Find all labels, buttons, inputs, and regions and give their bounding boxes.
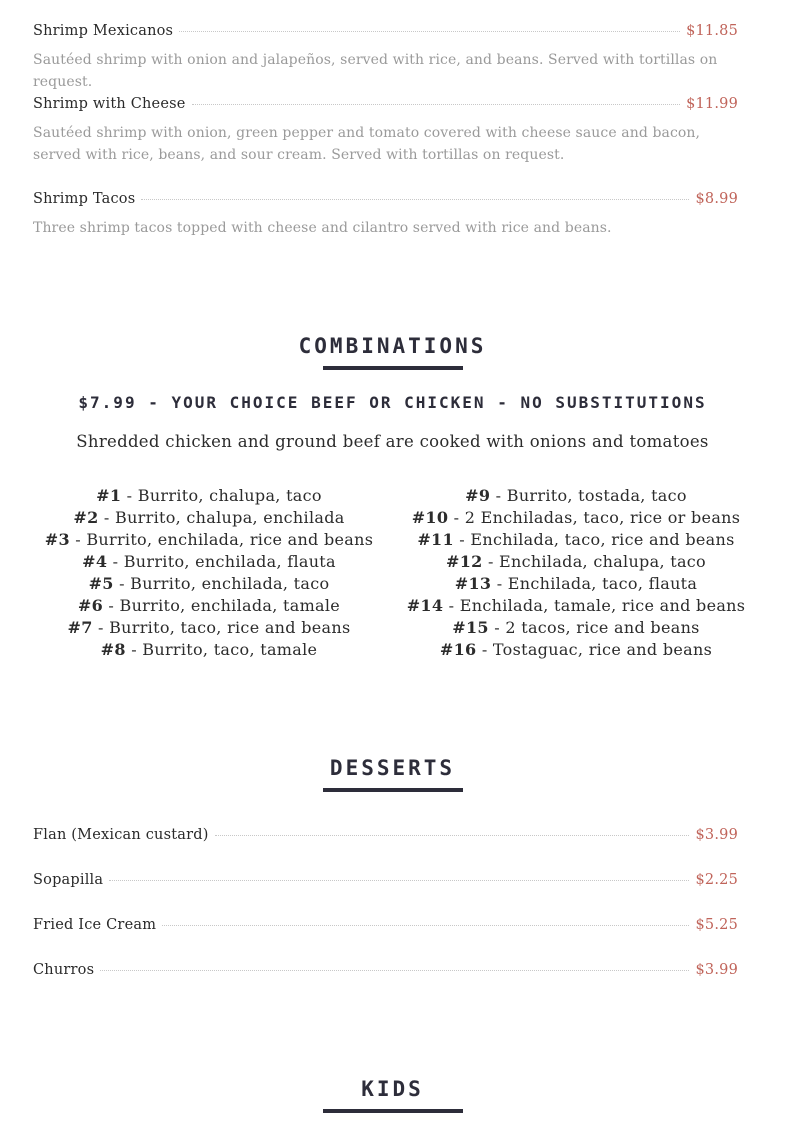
- combinations-heading: COMBINATIONS: [298, 334, 487, 358]
- combo-item: #1 - Burrito, chalupa, taco: [96, 486, 322, 505]
- combo-item: #2 - Burrito, chalupa, enchilada: [73, 508, 345, 527]
- combo-list-right: [400, 485, 752, 661]
- dotted-leader: [179, 31, 680, 32]
- combinations-underline: [323, 366, 463, 370]
- combo-item: #14 - Enchilada, tamale, rice and beans: [406, 596, 746, 615]
- item-name: Sopapilla: [33, 872, 104, 888]
- combo-list-left: [33, 485, 385, 661]
- desserts-heading: DESSERTS: [329, 756, 456, 780]
- combo-item: #3 - Burrito, enchilada, rice and beans: [44, 530, 374, 549]
- combo-item: #15 - 2 tacos, rice and beans: [452, 618, 700, 637]
- item-price: $3.99: [695, 962, 738, 978]
- combo-item: #8 - Burrito, taco, tamale: [100, 640, 318, 659]
- combo-item: #16 - Tostaguac, rice and beans: [439, 640, 713, 659]
- dotted-leader: [141, 199, 689, 200]
- dessert-item-sopapilla: [33, 872, 738, 892]
- dessert-item-churros: [33, 962, 738, 982]
- item-name: Shrimp Mexicanos: [33, 23, 174, 39]
- combo-item: #12 - Enchilada, chalupa, taco: [446, 552, 706, 571]
- dotted-leader: [215, 835, 690, 836]
- kids-underline: [323, 1109, 463, 1113]
- item-name: Churros: [33, 962, 95, 978]
- menu-item-shrimp-tacos: [33, 191, 738, 239]
- item-price: $8.99: [695, 191, 738, 207]
- combo-item: #6 - Burrito, enchilada, tamale: [77, 596, 341, 615]
- dessert-item-fried-ice-cream: [33, 917, 738, 937]
- dessert-item-flan: [33, 827, 738, 847]
- combo-item: #5 - Burrito, enchilada, taco: [88, 574, 330, 593]
- combinations-subtitle: $7.99 - YOUR CHOICE BEEF OR CHICKEN - NO SUBSTITUTIONS: [78, 393, 707, 412]
- item-price: $11.85: [686, 23, 738, 39]
- item-description: Sautéed shrimp with onion, green pepper and tomato covered with cheese sauce and bacon, served with rice, beans, and sour cream. Served with tortillas on request.: [33, 125, 701, 163]
- dotted-leader: [109, 880, 689, 881]
- dotted-leader: [162, 925, 689, 926]
- item-name: Shrimp with Cheese: [33, 96, 186, 112]
- combo-item: #13 - Enchilada, taco, flauta: [454, 574, 698, 593]
- item-description: Sautéed shrimp with onion and jalapeños, served with rice, and beans. Served with tortillas on request.: [33, 52, 718, 90]
- item-description: Three shrimp tacos topped with cheese and cilantro served with rice and beans.: [33, 220, 612, 236]
- item-price: $2.25: [695, 872, 738, 888]
- dotted-leader: [192, 104, 681, 105]
- combinations-note: Shredded chicken and ground beef are cooked with onions and tomatoes: [76, 432, 709, 451]
- combo-item: #11 - Enchilada, taco, rice and beans: [417, 530, 735, 549]
- combo-item: #9 - Burrito, tostada, taco: [465, 486, 687, 505]
- item-name: Fried Ice Cream: [33, 917, 157, 933]
- menu-item-shrimp-mexicanos: [33, 23, 738, 93]
- item-name: Flan (Mexican custard): [33, 827, 209, 843]
- item-price: $5.25: [695, 917, 738, 933]
- desserts-underline: [323, 788, 463, 792]
- combo-item: #10 - 2 Enchiladas, taco, rice or beans: [411, 508, 741, 527]
- item-price: $3.99: [695, 827, 738, 843]
- combo-item: #4 - Burrito, enchilada, flauta: [82, 552, 336, 571]
- item-name: Shrimp Tacos: [33, 191, 136, 207]
- menu-item-shrimp-with-cheese: [33, 96, 738, 166]
- kids-heading: KIDS: [361, 1077, 424, 1101]
- combo-item: #7 - Burrito, taco, rice and beans: [67, 618, 351, 637]
- dotted-leader: [100, 970, 689, 971]
- item-price: $11.99: [686, 96, 738, 112]
